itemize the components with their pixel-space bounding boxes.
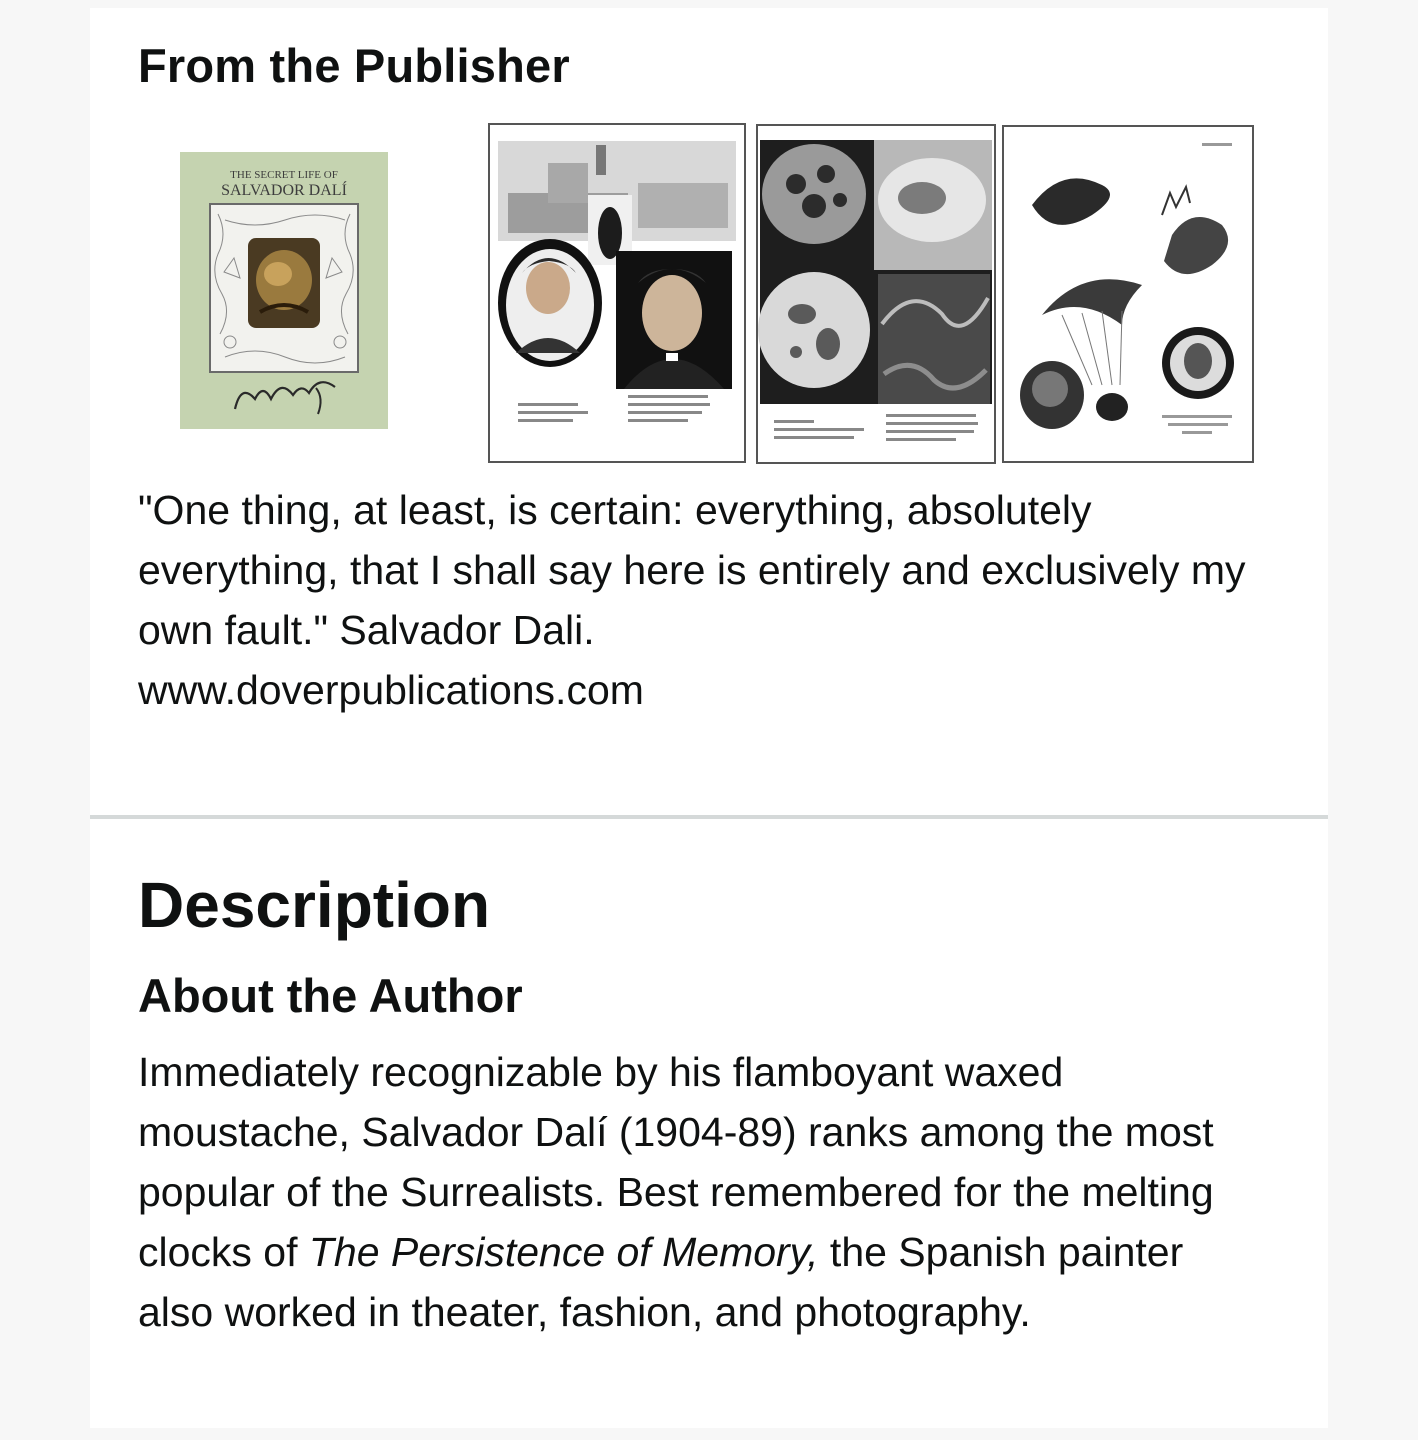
section-divider [90, 815, 1328, 819]
publisher-website: www.doverpublications.com [138, 667, 644, 713]
author-bio-part2: the Spanish painter also worked in theater, fashion, and photography. [138, 1229, 1184, 1335]
publisher-image-gallery [180, 116, 1170, 464]
sample-page-drawings-art [1002, 125, 1254, 463]
cover-title-line1: THE SECRET LIFE OF [230, 169, 338, 181]
sample-page-photos-image[interactable] [488, 123, 746, 463]
about-the-author-heading: About the Author [138, 969, 523, 1022]
sample-page-drawings-image[interactable] [1002, 125, 1254, 463]
description-heading: Description [138, 869, 491, 941]
quote-text: "One thing, at least, is certain: everything, absolutely everything, that I shall say here is entirely and exclusively my own fault." Salvador Dali. [138, 487, 1246, 653]
from-the-publisher-heading: From the Publisher [138, 39, 570, 92]
book-cover-image[interactable] [180, 152, 388, 429]
sample-page-paintings-image[interactable] [756, 124, 996, 464]
sample-page-paintings-art [756, 124, 996, 464]
cover-title-text [180, 167, 388, 199]
publisher-quote [138, 480, 1268, 720]
product-detail-panel [90, 8, 1328, 1428]
author-bio-text [138, 1042, 1268, 1342]
sample-page-photos-art [488, 123, 746, 463]
cover-title-line2: SALVADOR DALÍ [221, 182, 347, 199]
author-bio-part1: Immediately recognizable by his flamboyant waxed moustache, Salvador Dalí (1904-89) ranks among the most popular of the Surrealists. Best remembered for the melting clocks of [138, 1049, 1214, 1275]
artwork-title: The Persistence of Memory, [308, 1229, 819, 1275]
